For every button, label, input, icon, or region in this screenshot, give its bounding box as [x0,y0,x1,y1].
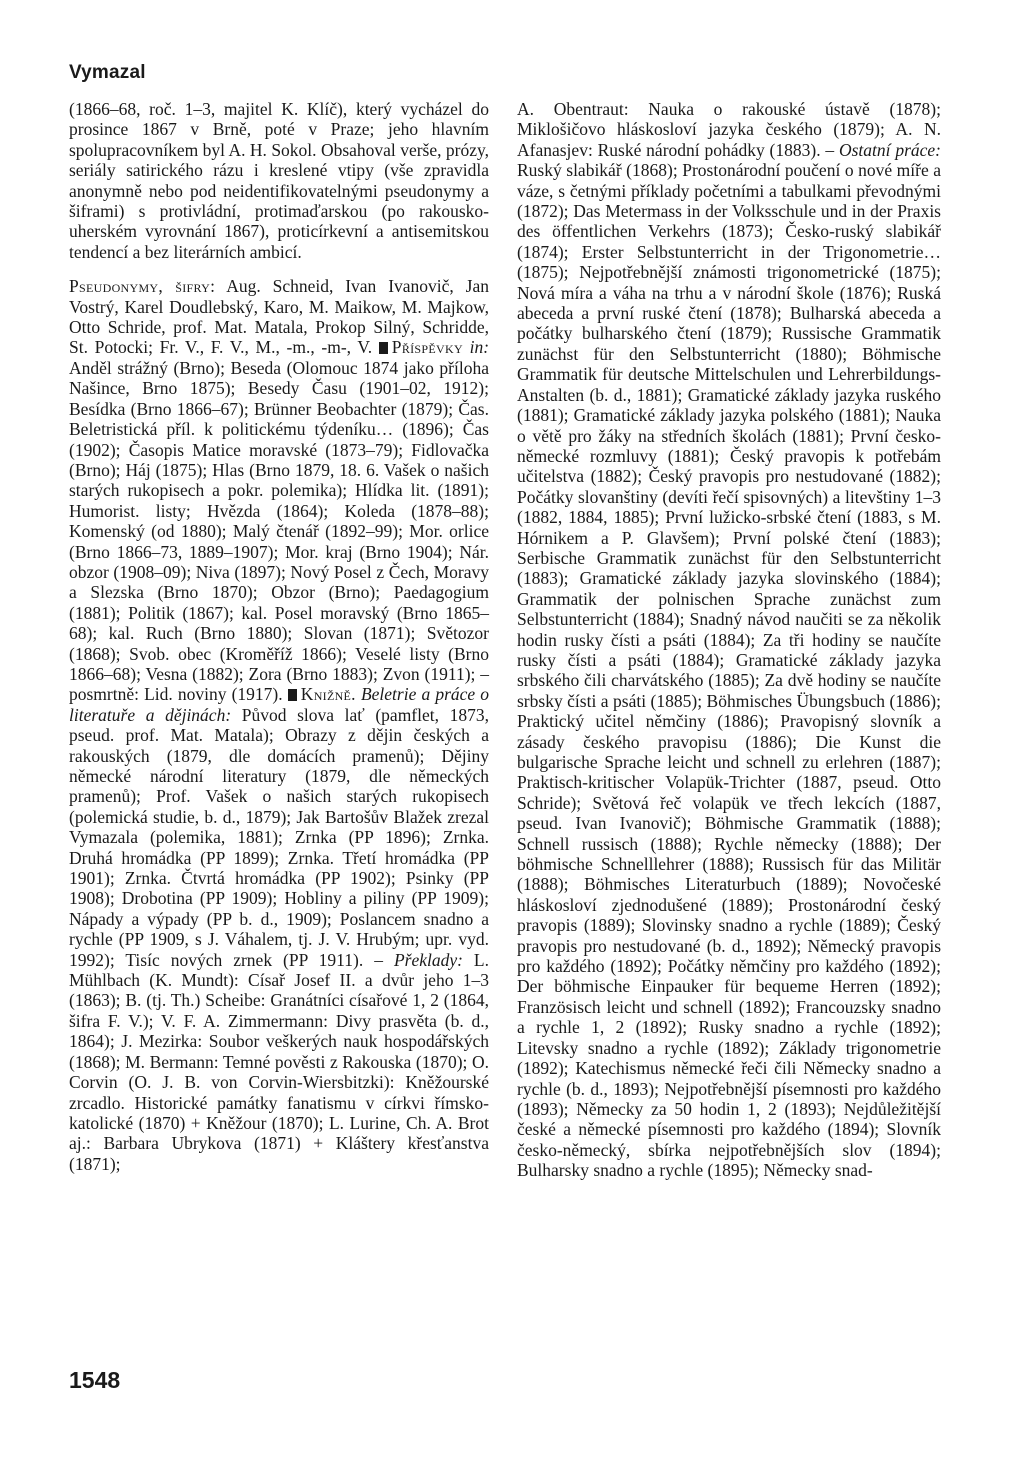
pseudonyms-text: Aug. Schneid, Ivan Ivanovič, Jan Vostrý, Karel Doudlebský, Karo, M. Maikow, M. Majkow, Otto Schride, prof. Mat. Matala, Prokop Silný, Schridde, St. Potocki; Fr. V., F. V., M., -m., -m-, V. [69,276,489,358]
books-label: Knižně. [300,684,356,705]
right-column-paragraph [517,99,941,1181]
intro-paragraph: (1866–68, roč. 1–3, majitel K. Klíč), který vycházel do prosince 1867 v Brně, poté v Praze; jeho hlavním spolupracovníkem byl A. H. Sokol. Obsahoval verše, prózy, seriály satirického rázu i kreslené vtipy (vše zpravidla anonymně nebo pod neidentifikovatelnými pseudonymy a šiframi) s protivládní, protimaďarskou (po rakousko-uherském vyrovnání 1867), proticírkevní a antisemitskou tendencí a bez literárních ambicí. [69,99,489,262]
translations-text: L. Mühlbach (K. Mundt): Císař Josef II. a dvůr jeho 1–3 (1863); B. (tj. Th.) Scheibe: Granátníci císařové 1, 2 (1864, šifra F. V.); V. F. A. Zimmermann: Divy prasvěta (b. d., 1864); J. Mezirka: Soubor veškerých nauk hospodářských (1868); M. Bermann: Temné pověsti z Rakouska (1870); O. Corvin (O. J. B. von Corvin-Wiersbitzki): Kněžourské zrcadlo. Historické památky fanatismu v církvi římsko-katolické (1870) + Kněžour (1870); L. Lurine, Ch. A. Brot aj.: Barbara Ubrykova (1871) + Kláštery křesťanstva (1871); [69,949,489,1174]
section-marker-icon [288,689,297,701]
other-works-text: Ruský slabikář (1868); Prostonárodní poučení o nové míře a váze, s četnými příklady početními a tabulkami převodnými (1872); Das Metermass in der Volksschule und in der Praxis des öffentlichen Verkehrs (1873); Česko-ruský slabikář (1874); Erster Selbstunterricht in der Trigonometrie… (1875); Nejpotřebnější známosti trigonometrické (1875); Nová míra a váha na trhu a v národní škole (1876); Ruská abeceda a první ruské čtení (1878); Bulharská abeceda a počátky bulharského čtení (1879); Russische Grammatik zunächst für den Selbstunterricht (1880); Böhmische Grammatik für deutsche Mittelschulen und Lehrerbildungs-Anstalten (b. d., 1881); Gramatické základy jazyka ruského (1881); Gramatické základy jazyka polského (1881); Nauka o větě pro žáky na středních školách (1881); První česko-německé rozmluvy (1881); Český pravopis k potřebám učitelstva (1882); Český pravopis pro nestudované (1882); Počátky slovanštiny (devíti řečí spisovných) a litevštiny 1–3 (1882, 1884, 1885); První lužicko-srbské čtení (1883, s M. Hórnikem a P. Glavšem); První polské čtení (1883); Serbische Grammatik zunächst für den Selbstunterricht (1883); Gramatické základy jazyka slovinského (1884); Grammatik der polnischen Sprache zunächst zum Selbstunterricht (1884); Snadný návod naučiti se za několik hodin rusky čísti a psáti (1884); Za tři hodiny se naučíte rusky čísti a psáti (1884); Gramatické základy jazyka srbského čili charvátského (1885); Za dvě hodiny se naučíte srbsky čísti a psáti (1885); Böhmisches Übungsbuch (1886); Praktický učitel němčiny (1886); Pravopisný slovník a zásady českého pravopisu (1886); Die Kunst die bulgarische Sprache leicht und schnell zu erlehren (1887); Praktisch-kritischer Volapük-Trichter (1887, pseud. Otto Schride); Světová řeč volapük ve třech lekcích (1887, pseud. Ivan Ivanovič); Böhmische Grammatik (1888); Schnell russisch (1888); Rychle německy (1888); Der böhmische Schnelllehrer (1888); Russisch für das Militär (1888); Böhmisches Literaturbuch (1889); Novočeské hláskosloví zjednodušené (1889); Prostonárodní český pravopis (1889); Slovinsky snadno a rychle (1889); Český pravopis pro nestudované (b. d., 1892); Německý pravopis pro každého (1892); Počátky němčiny pro každého (1892); Der böhmische Einpauker für bequeme Herren (1892); Französisch leicht und schnell (1892); Francouzsky snadno a rychle 1, 2 (1892); Rusky snadno a rychle (1892); Litevsky snadno a rychle (1892); Základy trigonometrie (1892); Katechismus německé řeči čili Německy snadno a rychle (b. d., 1893); Nejpotřebnější písemnosti pro každého (1893); Německy za 50 hodin 1, 2 (1893); Nejdůležitější české a německé písemnosti pro každého (1894); Slovník česko-německý, sbírka nejpotřebnějších slov (1894); Bulharsky snadno a rychle (1895); Německy snad- [517,160,941,1181]
pseudonyms-label: Pseudonymy, šifry: [69,276,216,297]
beletrie-label: Beletrie a práce o literatuře a dějinách: [69,684,490,725]
section-marker-icon [379,342,388,354]
right-column [517,99,941,1181]
translations-label: Překlady: [393,949,463,970]
lead-text: A. Obentraut: Nauka o rakouské ústavě (1878); Miklošičovo hláskosloví jazyka českého (1879); A. N. Afanasjev: Ruské národní pohádky (1883). – [517,99,941,160]
page-number: 1548 [69,1367,121,1393]
other-works-label: Ostatní práce: [838,139,942,160]
contributions-text: Anděl strážný (Brno); Beseda (Olomouc 1874 jako příloha Našince, Brno 1875); Besedy Času (1901–02, 1912); Besídka (Brno 1866–67); Brünner Beobachter (1879); Čas. Beletristická příl. k politickému týdeníku… (1896); Čas (1902); Časopis Matice moravské (1873–79); Fidlovačka (Brno); Háj (1875); Hlas (Brno 1879, 18. 6. Vašek o našich starých rukopisech a pokr. polemika); Hlídka lit. (1891); Humorist. listy; Hvězda (1864); Koleda (1878–88); Komenský (od 1880); Malý čtenář (1892–99); Mor. orlice (Brno 1866–73, 1889–1907); Mor. kraj (Brno 1904); Nár. obzor (1908–09); Niva (1897); Nový Posel z Čech, Moravy a Slezska (Brno 1870); Obzor (Brno); Paedagogium (1881); Politik (1867); kal. Posel moravský (Brno 1865–68); kal. Ruch (Brno 1880); Slovan (1871); Světozor (1868); Svob. obec (Kroměříž 1866); Veselé listy (Brno 1866–68); Vesna (1882); Zora (Brno 1883); Zvon (1911); – posmrtně: Lid. noviny (1917). [69,357,489,705]
left-column [69,99,489,1174]
running-header: Vymazal [69,62,146,83]
beletrie-text: Původ slova lať (pamflet, 1873, pseud. prof. Mat. Matala); Obrazy z dějin českých a rakouských (1879, dle domácích pramenů); Dějiny německé národní literatury (1879, dle německých pramenů); Prof. Vašek o našich starých rukopisech (polemická studie, b. d., 1879); Jak Bartošův Blažek zrezal Vymazala (polemika, 1881); Zrnka (PP 1896); Zrnka. Druhá hromádka (PP 1899); Zrnka. Třetí hromádka (PP 1901); Zrnka. Čtvrtá hromádka (PP 1902); Psinky (PP 1908); Drobotina (PP 1909); Hobliny a piliny (PP 1909); Nápady a výpady (PP b. d., 1909); Poslancem snadno a rychle (PP 1909, s J. Váhalem, tj. J. V. Hrubým; upr. vyd. 1992); Tisíc nových zrnek (PP 1911). – [69,704,489,970]
contributions-in: in: [469,337,490,358]
pseudonyms-paragraph [69,276,489,1174]
contributions-label: Příspěvky [391,337,463,358]
